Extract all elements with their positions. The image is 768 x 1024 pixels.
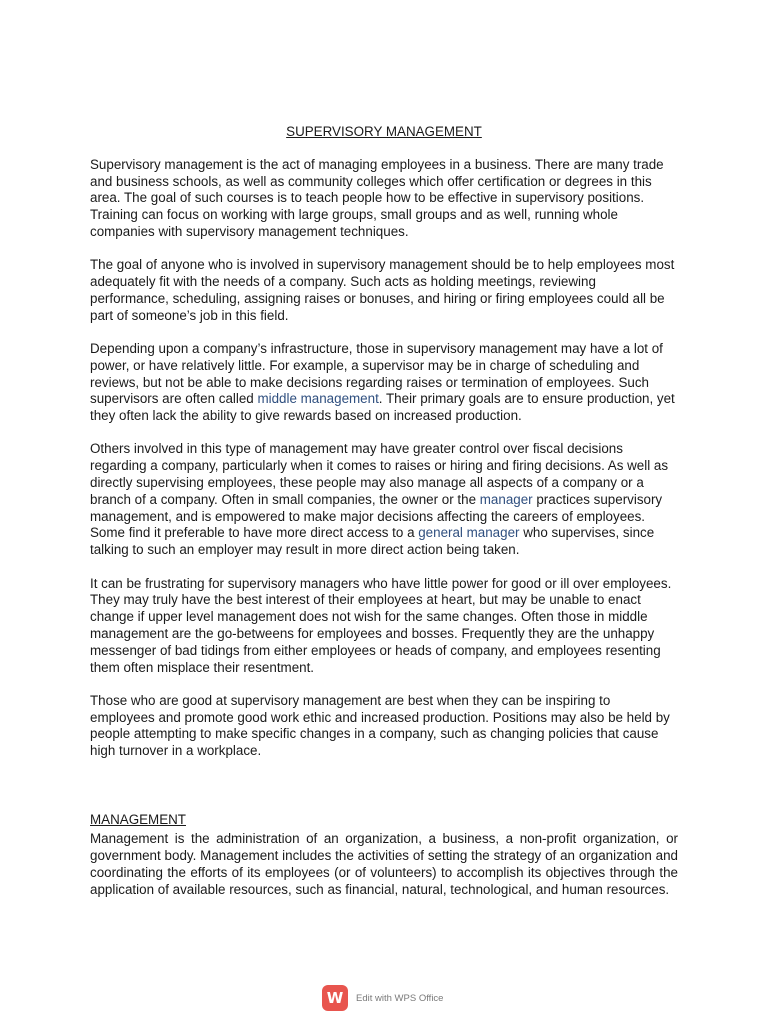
page-title: SUPERVISORY MANAGEMENT [286, 124, 482, 139]
middle-management-link[interactable]: middle management [257, 391, 379, 407]
paragraph-4-text-before: Others involved in this type of management may have greater control over fiscal decisions regarding a company, particularly when it comes to raises or hiring and firing decisions. As well as directly supervising employees, these people may also manage all aspects of a company or a branch of a company. Often in small companies, the owner or the [90, 441, 669, 507]
paragraph-3-text-before: Depending upon a company’s infrastructure, those in supervisory management may have a lot of power, or have relatively little. For example, a supervisor may be in charge of scheduling and reviews, but not be able to make decisions regarding raises or termination of employees. Such supervisors are often called [90, 340, 663, 407]
section-heading-management: MANAGEMENT [90, 811, 186, 827]
paragraph-4-text-middle: practices supervisory management, and is empowered to make major decisions affecting the careers of employees. Some find it preferable to have more direct access to a [90, 491, 663, 541]
paragraph-4-text-after: who supervises, since talking to such an employer may result in more direct action being taken. [90, 525, 655, 558]
section-spacer [90, 777, 678, 812]
manager-link[interactable]: manager [479, 491, 533, 507]
paragraph-4 [90, 441, 678, 559]
paragraph-1: Supervisory management is the act of managing employees in a business. There are many trade and business schools, as well as community colleges which offer certification or degrees in this area. The goal of such courses is to teach people how to be effective in supervisory positions. Training can focus on working with large groups, small groups and as well, running whole companies with supervisory management techniques. [90, 156, 664, 239]
edit-with-wps-badge[interactable] [322, 984, 443, 1012]
paragraph-3-text-after: . Their primary goals are to ensure production, yet they often lack the ability to give rewards based on increased production. [90, 391, 675, 424]
management-paragraph: Management is the administration of an organization, a business, a non-profit organization, or government body. Management includes the activities of setting the strategy of an organization and coordinating the efforts of its employees (or of volunteers) to accomplish its objectives through the application of available resources, such as financial, natural, technological, and human resources. [90, 831, 678, 897]
paragraph-2: The goal of anyone who is involved in supervisory management should be to help employees most adequately fit with the needs of a company. Such acts as holding meetings, reviewing performance, scheduling, assigning raises or bonuses, and hiring or firing employees could all be part of someone’s job in this field. [90, 257, 675, 323]
document-body [90, 124, 678, 915]
paragraph-5: It can be frustrating for supervisory managers who have little power for good or ill over employees. They may truly have the best interest of their employees at heart, but may be unable to enact change if upper level management does not wish for the same changes. Often those in middle management are the go-betweens for employees and bosses. Frequently they are the unhappy messenger of bad tidings from either employees or heads of company, and employees resenting them often misplace their resentment. [90, 575, 672, 675]
wps-logo-icon: W [322, 985, 348, 1011]
edit-with-wps-label: Edit with WPS Office [356, 992, 444, 1004]
general-manager-link[interactable]: general manager [418, 525, 520, 541]
paragraph-6: Those who are good at supervisory management are best when they can be inspiring to employees and promote good work ethic and increased production. Positions may also be held by people attempting to make specific changes in a company, such as changing policies that cause high turnover in a workplace. [90, 692, 670, 759]
paragraph-3 [90, 341, 678, 425]
